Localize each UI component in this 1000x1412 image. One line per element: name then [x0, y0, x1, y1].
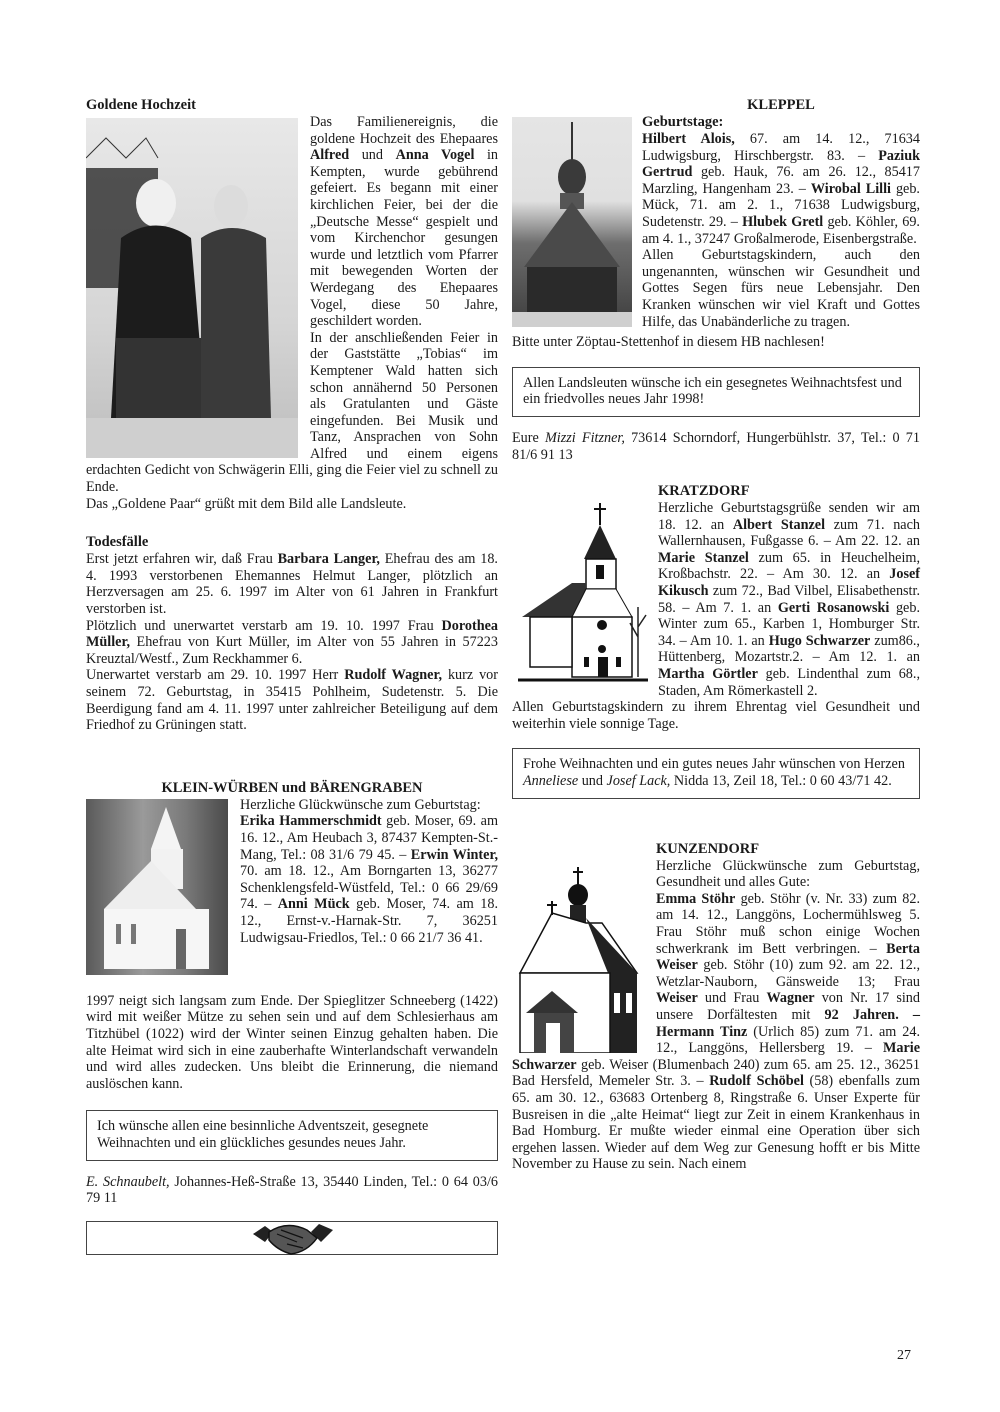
section-heading: Goldene Hochzeit [86, 97, 196, 113]
signature: Eure Mizzi Fitzner, 73614 Schorndorf, Hungerbühlstr. 37, Tel.: 0 71 81/6 91 13 [512, 429, 920, 463]
section-kleppel [512, 97, 920, 463]
greeting-box [512, 748, 920, 798]
section-heading: KLEPPEL [747, 97, 815, 113]
paragraph: Herzliche Glückwünsche zum Geburtstag, Gesundheit und alles Gute: [656, 857, 920, 891]
baroque-church-drawing [512, 863, 642, 1053]
left-column [86, 97, 498, 1255]
section-heading: KRATZDORF [658, 483, 750, 500]
section-heading: KLEIN-WÜRBEN und BÄRENGRABEN [161, 779, 423, 796]
section-kunzendorf [512, 841, 920, 1173]
birthday-list: Emma Stöhr geb. Stöhr (v. Nr. 33) zum 82. am 14. 12., Langgöns, Lochermühlsweg 5. Frau Stöhr muß schon einige Wochen schwerkrank im Bett verbringen. – Berta Weiser geb. Stöhr (10) zum 92. am 22. 12., Wetzlar-Nauborn, Gänsweide 13; Frau Weiser und Frau Wagner von Nr. 17 sind unsere Dorfältesten mit 92 Jahren. – Hermann Tinz (Urlich 85) zum 71. am 24. 12., Langgöns, Hellersberg 19. – Marie Schwarzer geb. Weiser (Blumenbach 240) zum 65. am 25. 12., 36251 Bad Hersfeld, Memeler Str. 3. – Rudolf Schöbel (58) ebenfalls zum 65. am 30. 12., 63683 Ortenberg 8, Ringstraße 6. Unser Experte für Busreisen in die „alte Heimat“ liegt zur Zeit in einem Krankenhaus in Bad Homburg. Er mußte wieder einmal eine Operation über sich ergehen lassen. Wieder auf dem Weg zur Genesung hofft er bis Mitte November zu Hause zu sein. Nach einem [512, 890, 920, 1173]
section-heading: KUNZENDORF [656, 840, 760, 857]
greeting-text: Allen Landsleuten wünsche ich ein gesegnetes Weihnachtsfest und ein friedvolles neues Jahr 1998! [523, 374, 902, 408]
wooden-church-photo [512, 117, 632, 327]
birthday-list: Erika Hammerschmidt geb. Moser, 69. am 16. 12., Am Heubach 3, 87437 Kempten-St.-Mang, Tel.: 08 31/6 79 45. – Erwin Winter, 70. am 18. 12., Am Borngarten 13, 36277 Schenklengsfeld-Wüstfeld, Tel.: 0 66 29/69 74. – Anni Mück geb. Moser, 74. am 18. 12., Ernst-v.-Harnak-Str. 7, 36251 Ludwigsau-Friedlos, Tel.: 0 66 21/7 36 41. [240, 813, 499, 946]
paragraph: 1997 neigt sich langsam zum Ende. Der Spieglitzer Schneeberg (1422) wird mit weißer Mütze zu sehen sein und auf dem Schlesierhaus am Titzhübel (1022) wird der Winter seinen Einzug gehalten haben. Die alte Heimat wird sich in eine zauberhafte Winterlandschaft verwandeln und wird alles zudecken. Uns bleibt die Erinnerung, die niemand auslöschen kann. [86, 992, 498, 1092]
wedding-couple-photo [86, 118, 298, 458]
birthday-list: Herzliche Geburtstagsgrüße senden wir am 18. 12. an Albert Stanzel zum 71. nach Wallernhausen, Fußgasse 6. – Am 22. 12. an Marie Stanzel zum 65. in Heuchelheim, Kroßbachstr. 22. – Am 30. 12. an Josef Kikusch zum 72., Bad Vilbel, Elisabethenstr. 58. – Am 7. 1. an Gerti Rosanowski geb. Winter zum 65., Karben 1, Homburger Str. 34. – Am 10. 1. an Hugo Schwarzer zum86., Hüttenberg, Mozartstr.2. – Am 12. 1. an Martha Görtler geb. Lindenthal zum 68., Staden, Am Römerkastell 2. [658, 500, 920, 699]
section-goldene-hochzeit [86, 97, 498, 512]
section-heading: Todesfälle [86, 534, 149, 551]
right-column [512, 97, 920, 1173]
greeting-text: Ich wünsche allen eine besinnliche Adventszeit, gesegnete Weihnachten und ein glückliches gesundes neues Jahr. [97, 1118, 429, 1151]
paragraph: Unerwartet verstarb am 29. 10. 1997 Herr Rudolf Wagner, kurz vor seinem 72. Geburtstag, in 35415 Pohlheim, Sudetenstr. 5. Die Beerdigung fand am 4. 11. 1997 unter zahlreicher Beteiligung auf dem Friedhof zu Grüningen statt. [86, 667, 499, 734]
greeting-text: Frohe Weihnachten und ein gutes neues Jahr wünschen von Herzen Anneliese und Josef Lack, Nidda 13, Zeil 18, Tel.: 0 60 43/71 42. [523, 756, 905, 789]
greeting-box [86, 1110, 498, 1160]
handshake-box [86, 1221, 498, 1255]
section-klein-wuerben [86, 780, 498, 1255]
paragraph: In der anschließenden Feier in der Gaststätte „Tobias“ im Kemptener Wald hatten sich schon annähernd 50 Personen als Gratulanten und Gäste eingefunden. Bei Musik und Tanz, Ansprachen von Sohn Alfred und einem eigens erdachten Gedicht von Schwägerin Elli, ging die Feier viel zu schnell zu Ende. [86, 329, 498, 496]
church-drawing [512, 497, 652, 687]
section-kratzdorf [512, 483, 920, 799]
birthday-list: Hilbert Alois, 67. am 14. 12., 71634 Ludwigsburg, Hirschbergstr. 83. – Paziuk Gertrud geb. Hauk, 76. am 26. 12., 85417 Marzling, Hangenham 23. – Wirobal Lilli geb. Mück, 71. am 2. 1., 71638 Ludwigsburg, Sudetenstr. 29. – Hlubek Gretl geb. Köhler, 69. am 4. 1., 37247 Großalmerode, Eisenbergstraße. [642, 131, 920, 247]
handshake-icon [247, 1220, 339, 1256]
paragraph: Das Familienereignis, die goldene Hochzeit des Ehepaares Alfred und Anna Vogel in Kempten, wurde gebührend gefeiert. Es begann mit einer kirchlichen Feier, bei der die „Deutsche Messe“ gespielt und vom Kirchenchor gesungen wurde und letztlich vom Pfarrer mit bewegenden Worten der Werdegang des Ehepaares Vogel, diese 50 Jahre, geschildert worden. [310, 114, 499, 330]
paragraph: Erst jetzt erfahren wir, daß Frau Barbara Langer, Ehefrau des am 18. 4. 1993 verstorbenen Ehemannes Helmut Langer, plötzlich an Herzversagen am 25. 6. 1997 im Alter von 61 Jahren in Frankfurt verstorben ist. [86, 551, 498, 618]
paragraph: Das „Goldene Paar“ grüßt mit dem Bild alle Landsleute. [86, 495, 407, 512]
subheading: Geburtstage: [642, 114, 724, 130]
section-todesfaelle [86, 534, 498, 734]
chapel-photo [86, 799, 228, 975]
signature: E. Schnaubelt, Johannes-Heß-Straße 13, 35440 Linden, Tel.: 0 64 03/6 79 11 [86, 1173, 498, 1207]
paragraph: Allen Geburtstagskindern zu ihrem Ehrentag viel Gesundheit und weiterhin viele sonnige Tage. [512, 699, 920, 732]
paragraph: Allen Geburtstagskindern, auch den ungenannten, wünschen wir Gesundheit und Gottes Segen fürs neue Lebensjahr. Den Kranken wünschen wir viel Kraft und Gottes Hilfe, das Unabänderliche zu tragen. [642, 247, 920, 330]
paragraph: Bitte unter Zöptau-Stettenhof in diesem HB nachlesen! [512, 334, 825, 351]
page-number: 27 [897, 1348, 911, 1363]
greeting-box [512, 367, 920, 417]
paragraph: Herzliche Glückwünsche zum Geburtstag: [240, 796, 481, 813]
paragraph: Plötzlich und unerwartet verstarb am 19. 10. 1997 Frau Dorothea Müller, Ehefrau von Kurt Müller, im Alter von 55 Jahren in 57223 Kreuztal/Westf., Zum Reckhammer 6. [86, 617, 498, 667]
